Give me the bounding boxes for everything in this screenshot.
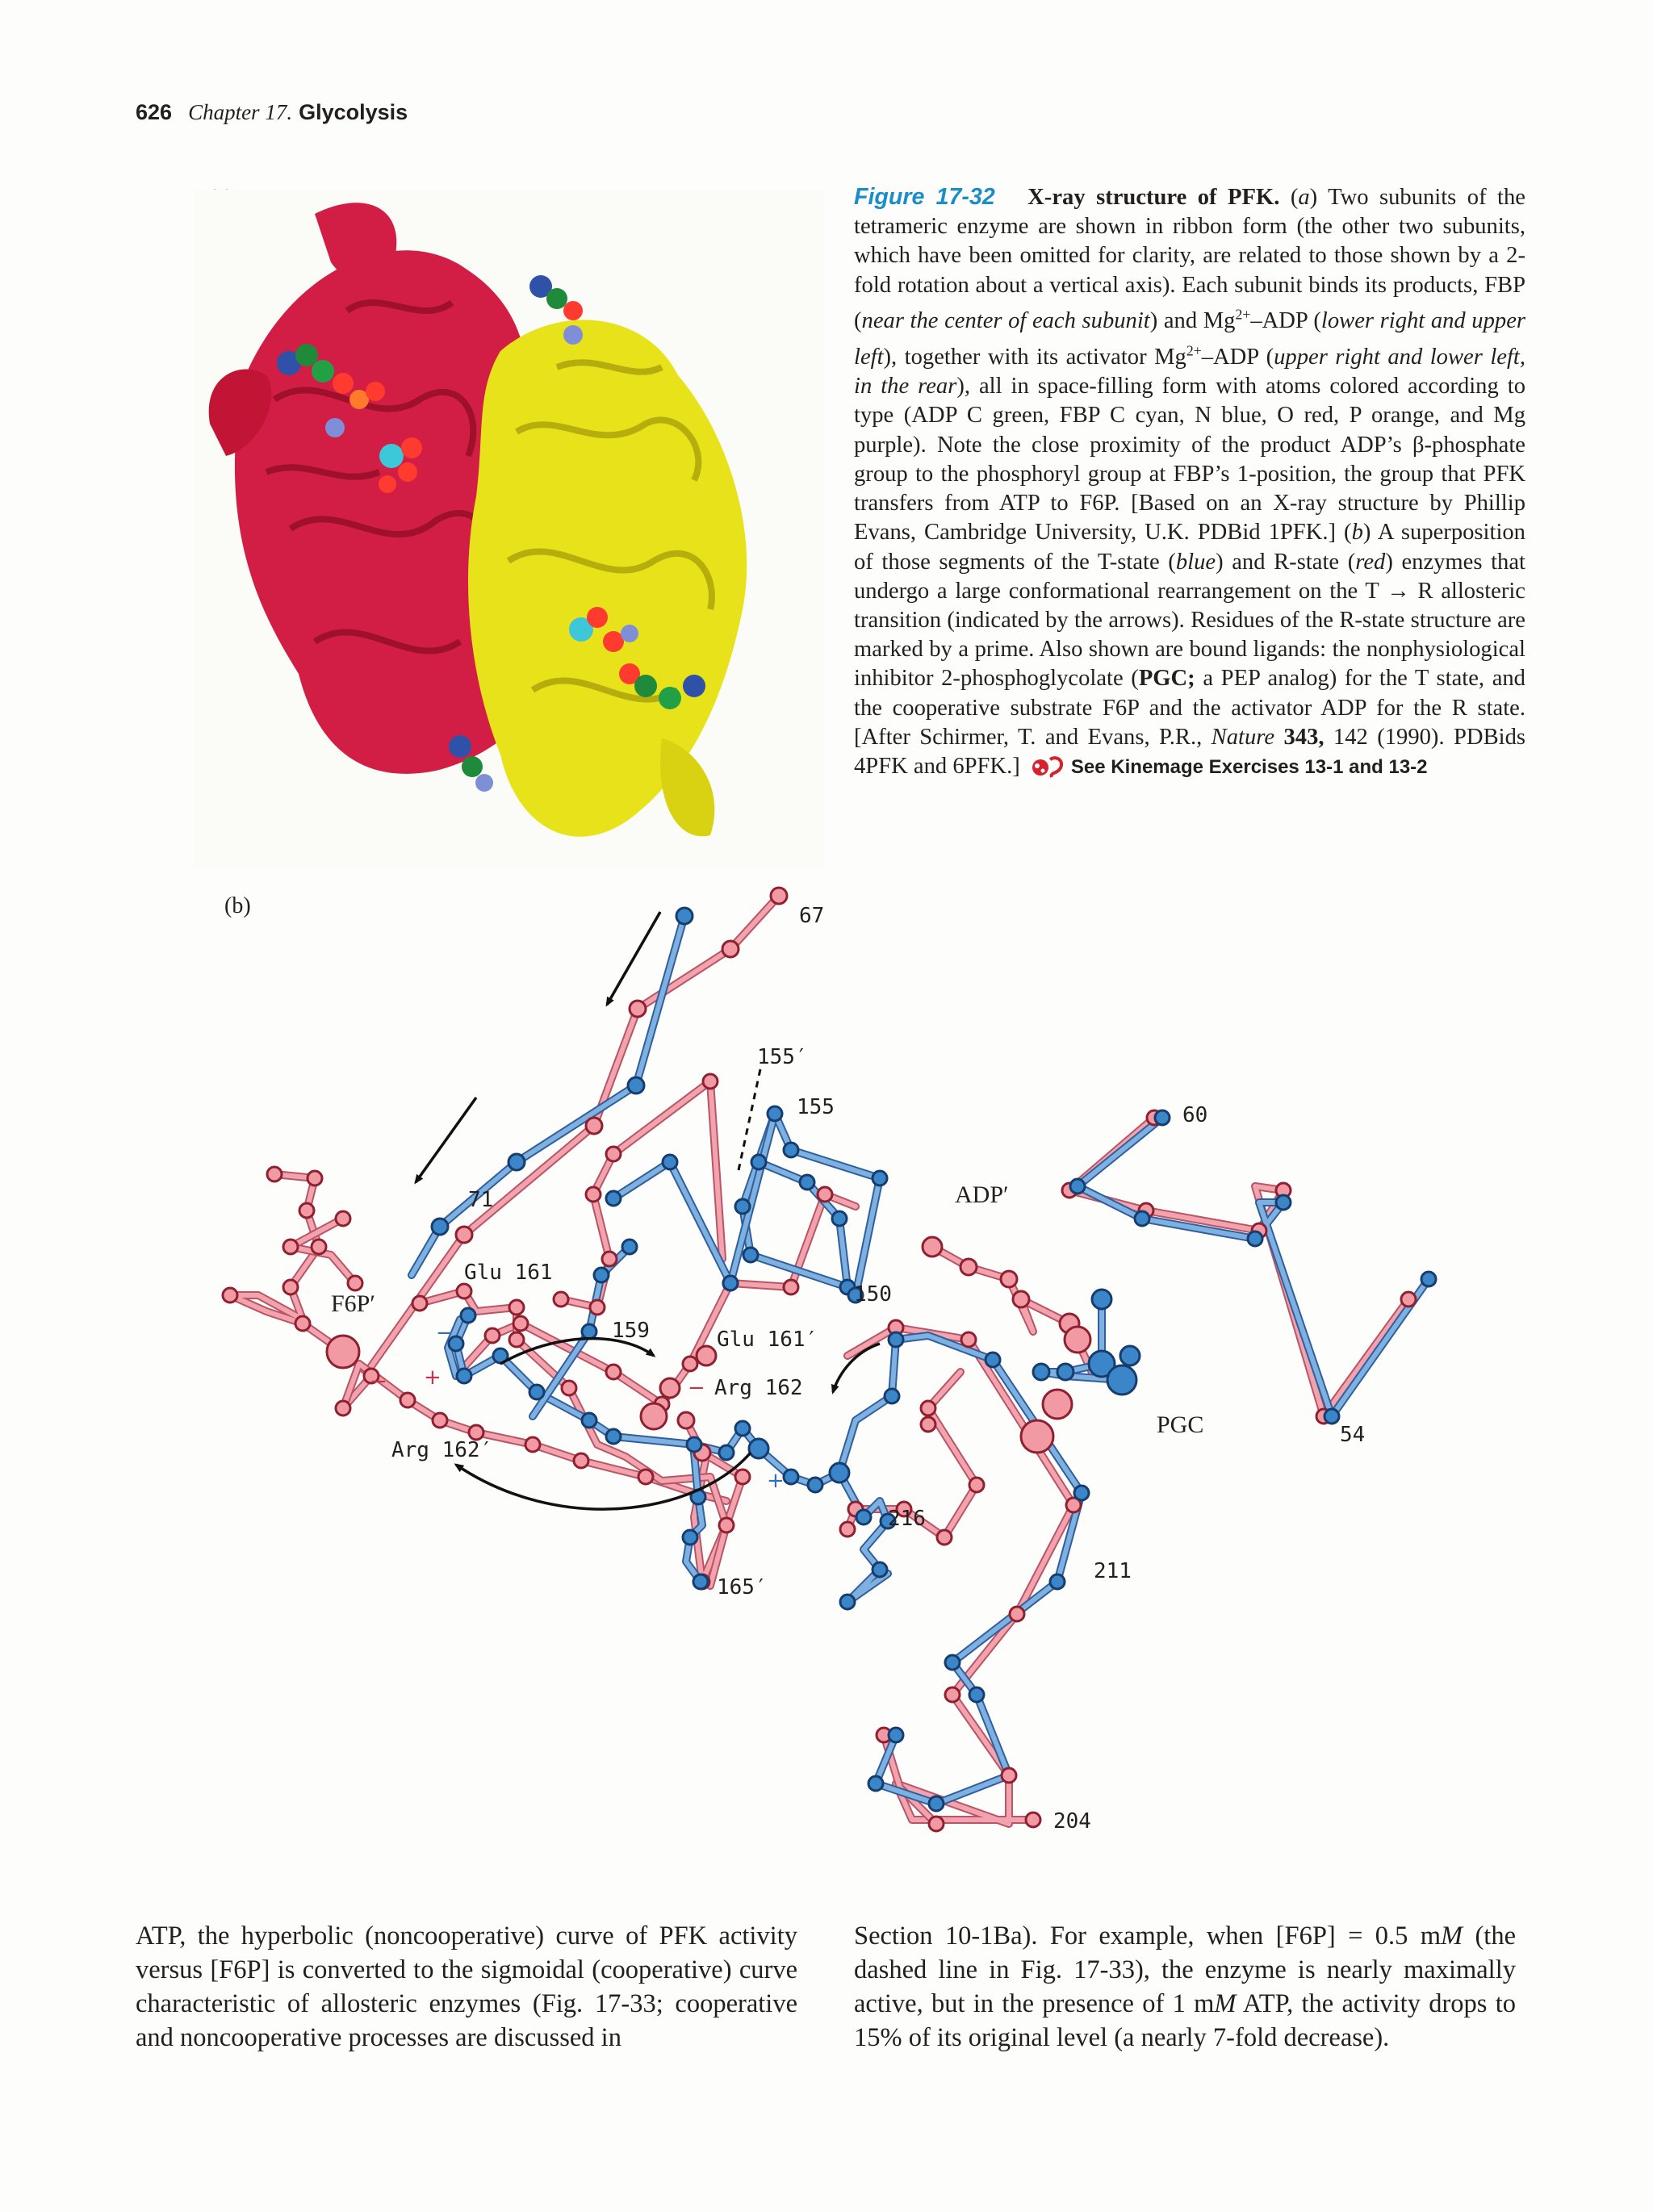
charge-plus-red: + (424, 1365, 441, 1390)
residue-label-glu161p: Glu 161′ (717, 1328, 818, 1352)
charge-minus-red: − (370, 1369, 387, 1394)
residue-label-216: 216 (888, 1507, 926, 1531)
residue-label-165p: 165′ (717, 1575, 768, 1599)
residue-label-155p: 155′ (757, 1045, 808, 1069)
residue-label-60: 60 (1182, 1103, 1208, 1127)
panel-b-label: (b) (224, 893, 251, 918)
residue-label-204: 204 (1053, 1809, 1091, 1834)
residue-label-arg162: Arg 162 (714, 1376, 803, 1400)
panel-b-residue-labels (391, 904, 1365, 1834)
figure-number: Figure 17-32 (854, 184, 995, 210)
chapter-title: Glycolysis (299, 100, 408, 124)
residue-label-67: 67 (799, 904, 825, 928)
residue-label-54: 54 (1340, 1423, 1366, 1447)
charge-minus-blue: − (436, 1321, 454, 1345)
page-number: 626 (136, 100, 173, 124)
residue-label-211: 211 (1094, 1559, 1132, 1583)
chapter-label: Chapter 17. (188, 100, 293, 124)
residue-label-155: 155 (797, 1095, 835, 1119)
body-text-left-column: ATP, the hyperbolic (noncooperative) curve of PFK activity versus [F6P] is converted to the sigmoidal (cooperative) curve characteristic of allosteric enzymes (Fig. 17-33; cooperative and noncooperative processes are discussed in (136, 1921, 797, 2052)
residue-label-159: 159 (612, 1319, 650, 1343)
charge-plus-blue: + (767, 1469, 785, 1493)
ligand-label-adpp: ADP′ (955, 1181, 1009, 1208)
r-state-atoms (223, 888, 1416, 1831)
figure-title: X-ray structure of PFK. (1027, 185, 1280, 210)
residue-label-71: 71 (468, 1188, 494, 1212)
body-text-right-column: Section 10-1Ba). For example, when [F6P] = 0.5 mM (the dashed line in Fig. 17-33), the enzyme is nearly maximally active, but in the presence of 1 mM ATP, the activity drops to 15% of its original level (a nearly 7-fold decrease). (854, 1921, 1516, 2052)
charge-minus-red-2: − (688, 1376, 705, 1400)
kinemage-link[interactable]: See Kinemage Exercises 13-1 and 13-2 (1070, 755, 1428, 778)
ligand-label-pgc: PGC (1157, 1411, 1204, 1438)
residue-label-150: 150 (854, 1282, 892, 1307)
residue-label-arg162p: Arg 162′ (391, 1438, 493, 1462)
r-state-chains (230, 896, 1408, 1824)
ligand-label-f6pp: F6P′ (331, 1290, 375, 1317)
caption-body: (a) Two subunits of the tetrameric enzyme are shown in ribbon form (the other two subunits, which have been omitted for clarity, are related to those shown by a 2-fold rotation about a vertical axis). Each subunit binds its products, FBP (near the center of each subunit) and $Mg^{2+}$–ADP (lower right and upper left), together with its activator $Mg^{2+}$–ADP (upper right and lower left, in the rear), all in space-filling form with atoms colored according to type (ADP C green, FBP C cyan, N blue, O red, P orange, and Mg purple). Note the close proximity of the product ADP’s β-phosphate group to the phosphoryl group at FBP’s 1-position, the group that PFK transfers from ATP to F6P. [Based on an X-ray structure by Phillip Evans, Cambridge University, U.K. PDBid 1PFK.] (b) A superposition of those segments of the T-state (blue) and R-state (red) enzymes that undergo a large conformational rearrangement on the T → R allosteric transition (indicated by the arrows). Residues of the R-state structure are marked by a prime. Also shown are bound ligands: the nonphysiological inhibitor 2-phosphoglycolate (PGC; a PEP analog) for the T state, and the cooperative substrate F6P and the activator ADP for the R state. [After Schirmer, T. and Evans, P.R., Nature 343, 142 (1990). PDBids 4PFK and 6PFK.] (854, 185, 1526, 779)
t-state-chains (412, 916, 1429, 1804)
residue-label-glu161: Glu 161 (464, 1261, 553, 1285)
